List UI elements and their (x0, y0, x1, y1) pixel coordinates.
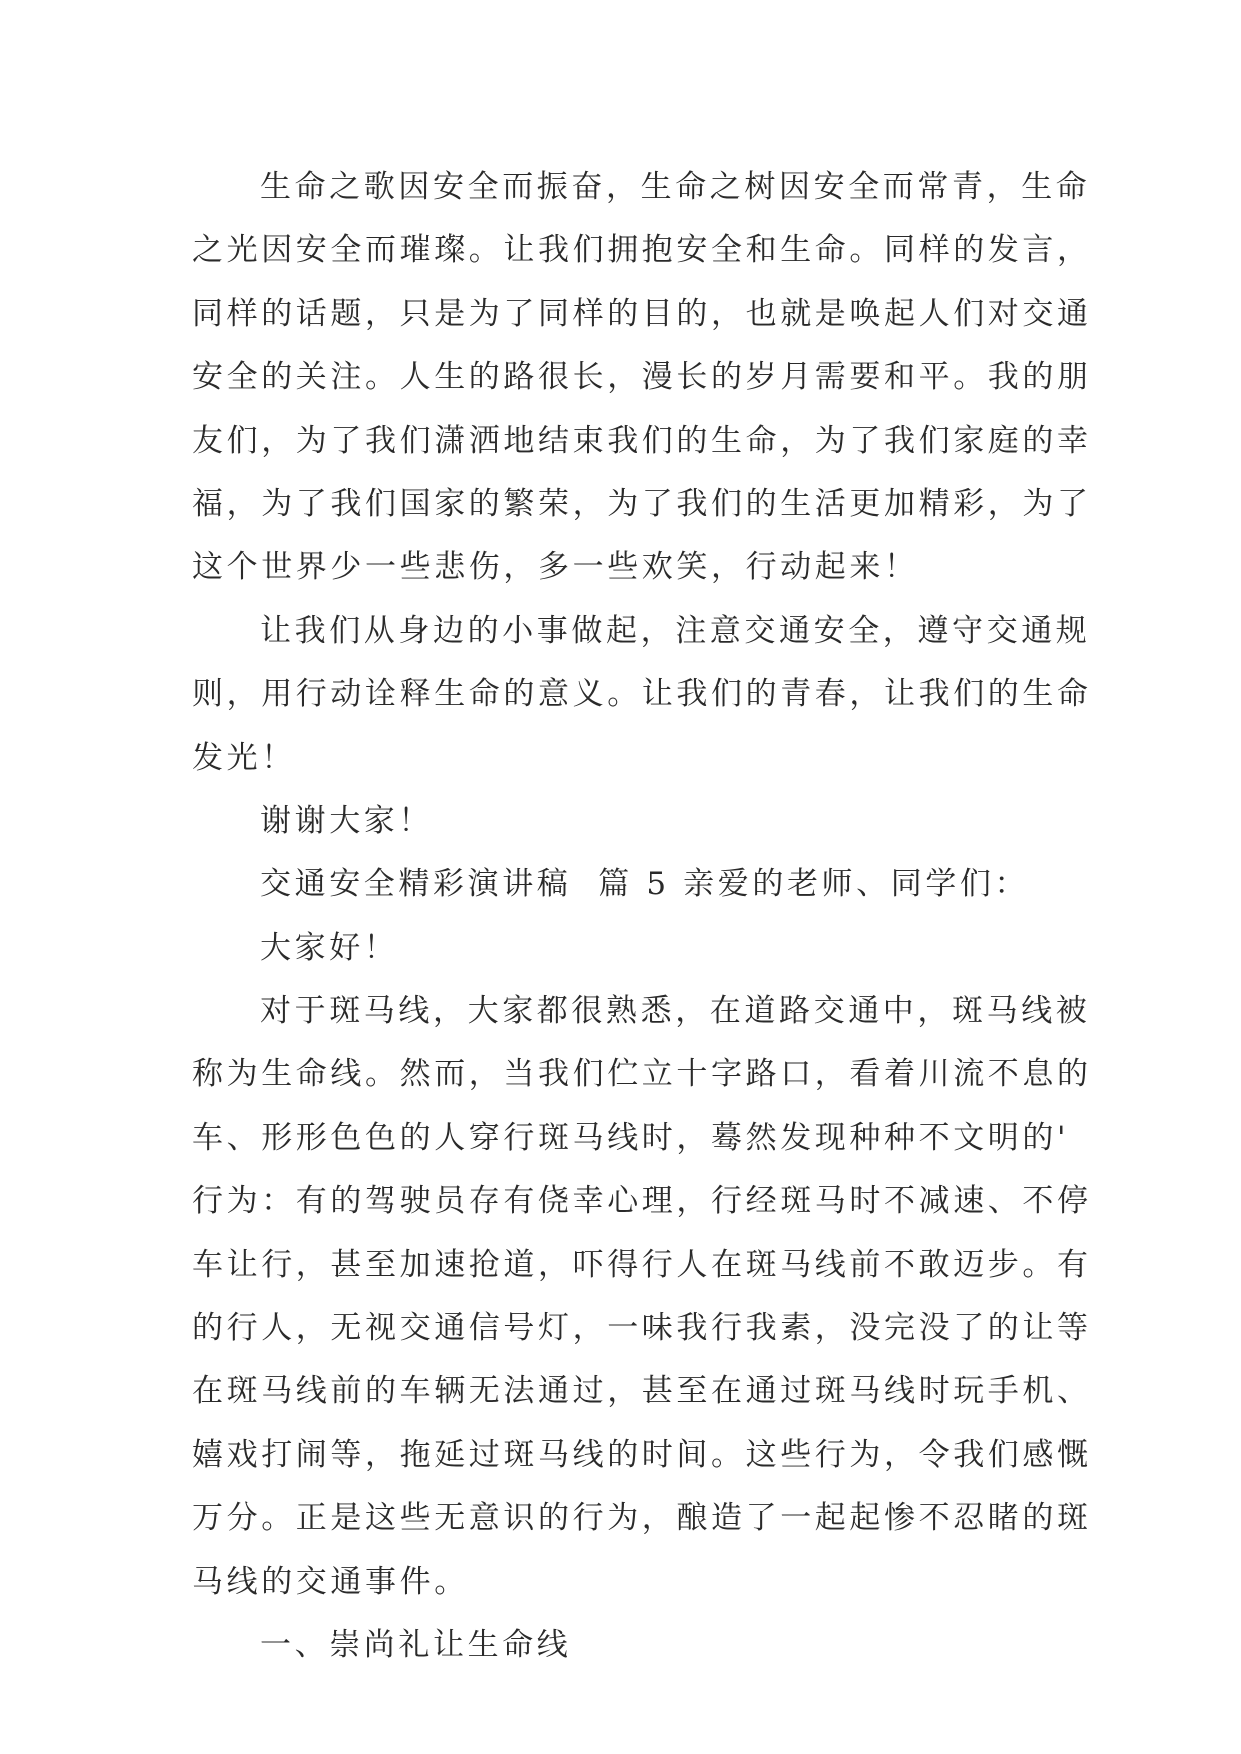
paragraph-greeting (192, 917, 1052, 980)
paragraph-thanks (192, 790, 1052, 853)
text-line: 称为生命线。然而，当我们伫立十字路口，看着川流不息的 (192, 1056, 1092, 1093)
text-line: 生命之歌因安全而振奋，生命之树因安全而常青，生命 (260, 169, 1091, 205)
text-line: 发光！ (192, 739, 296, 776)
text-line: 交通安全精彩演讲稿 篇 5 亲爱的老师、同学们： (260, 866, 1030, 903)
text-line: 安全的关注。人生的路很长，漫长的岁月需要和平。我的朋 (192, 359, 1092, 396)
text-line: 车让行，甚至加速抢道，吓得行人在斑马线前不敢迈步。有 (192, 1246, 1092, 1283)
text-line: 的行人，无视交通信号灯，一味我行我素，没完没了的让等 (192, 1310, 1092, 1347)
text-line: 则，用行动诠释生命的意义。让我们的青春，让我们的生命 (192, 676, 1092, 713)
text-line: 车、形形色色的人穿行斑马线时，蓦然发现种种不文明的' (192, 1119, 1070, 1156)
paragraph-2 (192, 600, 1092, 790)
text-line: 嬉戏打闹等，拖延过斑马线的时间。这些行为，令我们感慨 (192, 1436, 1092, 1473)
text-line: 同样的话题，只是为了同样的目的，也就是唤起人们对交通 (192, 295, 1092, 332)
text-line: 谢谢大家！ (260, 802, 433, 839)
text-line: 让我们从身边的小事做起，注意交通安全，遵守交通规 (260, 612, 1091, 649)
paragraph-1 (192, 156, 1092, 600)
text-line: 之光因安全而璀璨。让我们拥抱安全和生命。同样的发言， (192, 232, 1092, 269)
section-heading (192, 1614, 1052, 1677)
text-line: 对于斑马线，大家都很熟悉，在道路交通中，斑马线被 (260, 993, 1091, 1030)
paragraph-3 (192, 980, 1092, 1614)
text-line: 马线的交通事件。 (192, 1563, 469, 1600)
text-line: 福，为了我们国家的繁荣，为了我们的生活更加精彩，为了 (192, 485, 1092, 522)
speech-heading (192, 853, 1052, 916)
text-line: 友们，为了我们潇洒地结束我们的生命，为了我们家庭的幸 (192, 422, 1092, 459)
text-line: 大家好！ (260, 929, 399, 966)
text-line: 一、崇尚礼让生命线 (260, 1626, 572, 1663)
text-line: 行为：有的驾驶员存有侥幸心理，行经斑马时不减速、不停 (192, 1183, 1092, 1220)
text-line: 在斑马线前的车辆无法通过，甚至在通过斑马线时玩手机、 (192, 1373, 1092, 1410)
text-line: 万分。正是这些无意识的行为，酿造了一起起惨不忍睹的斑 (192, 1500, 1092, 1537)
text-line: 这个世界少一些悲伤，多一些欢笑，行动起来！ (192, 549, 919, 586)
document-body (192, 156, 1092, 1677)
